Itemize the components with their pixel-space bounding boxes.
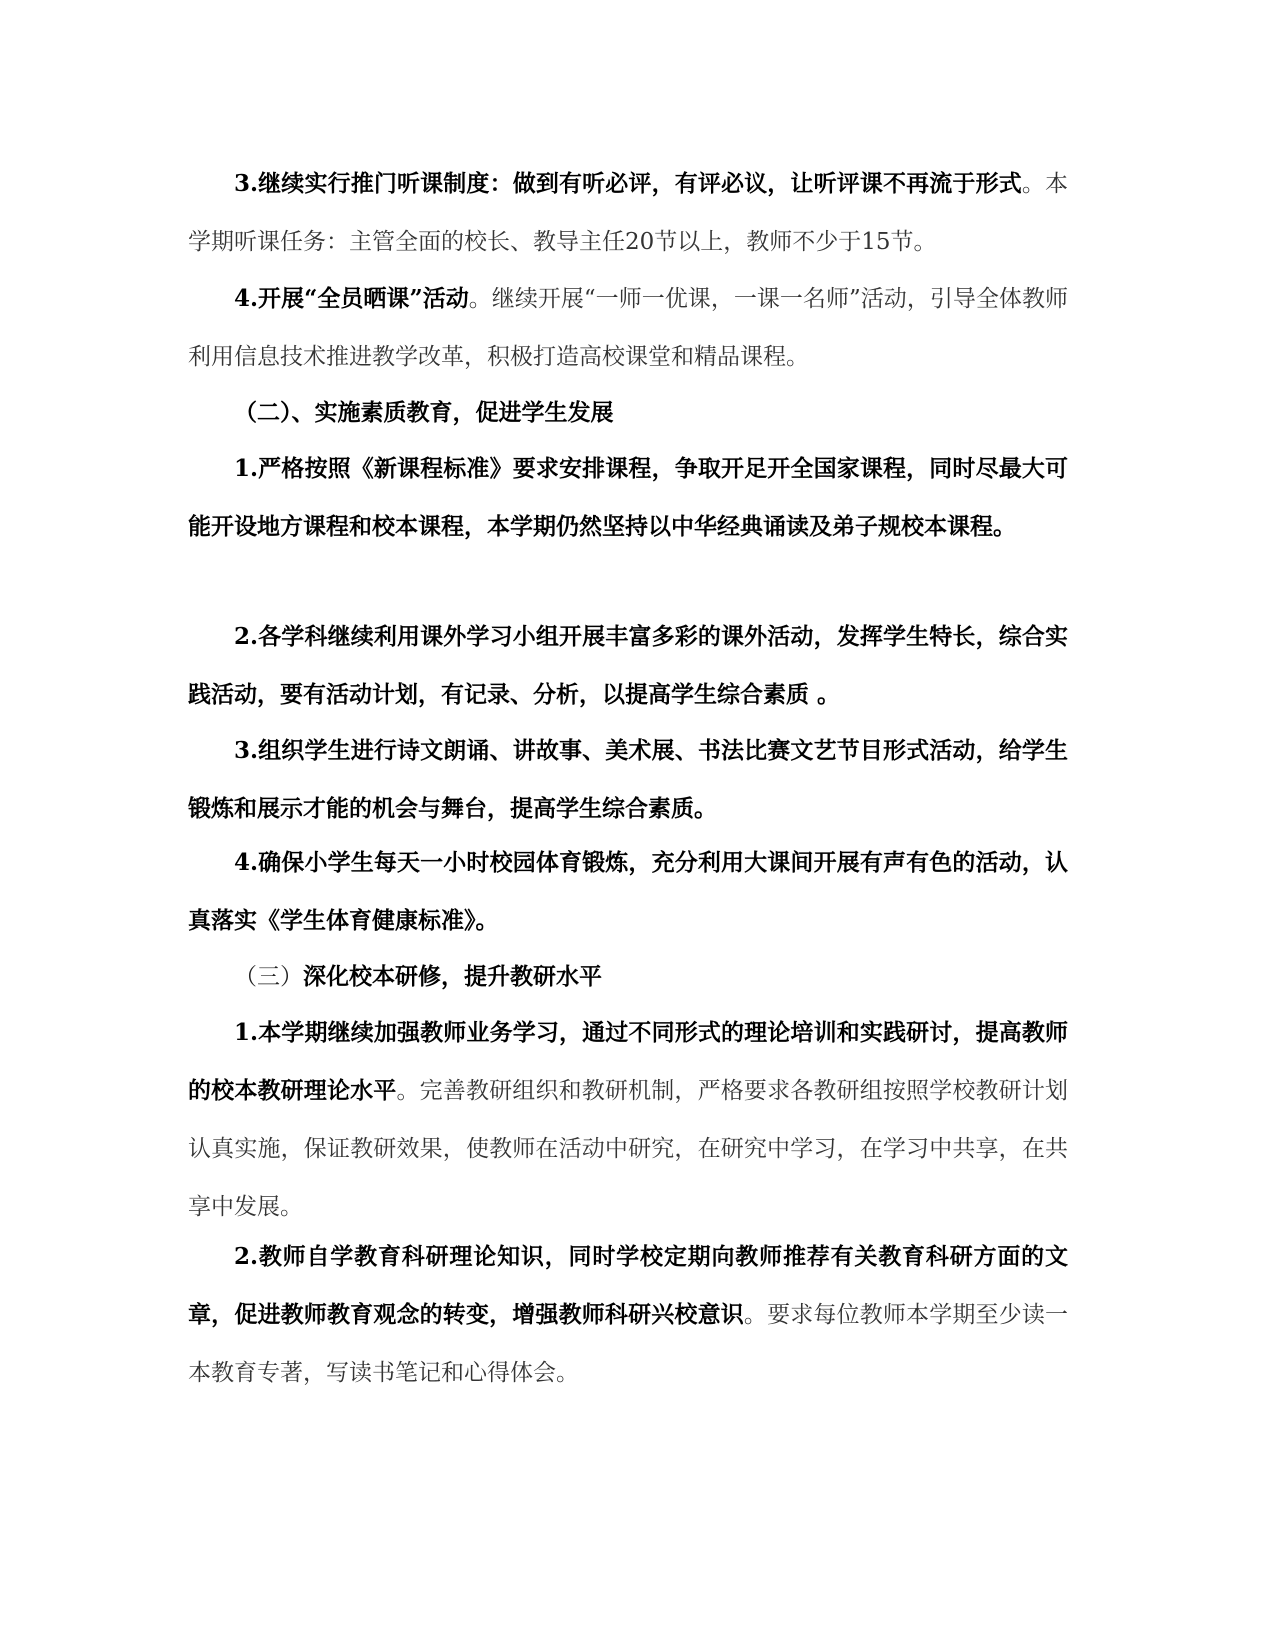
paragraph-bold-text: 4.确保小学生每天一小时校园体育锻炼，充分利用大课间开展有声有色的活动，认真落实《学生体育健康标准》。 (188, 849, 1068, 934)
section-heading-quality-education (188, 384, 1068, 442)
section-heading-number: （三） (234, 964, 303, 990)
paragraph-physical-exercise (188, 834, 1068, 950)
paragraph-bold-text: 3.继续实行推门听课制度：做到有听必评，有评必议，让听评课不再流于形式 (234, 170, 1022, 197)
section-heading-school-research (188, 948, 1068, 1006)
paragraph-listening-system (188, 155, 1068, 271)
paragraph-normal-text: 。本学期听课任务：主管全面的校长、教导主任20节以上，教师不少于15节。 (188, 171, 1069, 255)
paragraph-bold-text: 2.教师自学教育科研理论知识，同时学校定期向教师推荐有关教育科研方面的文章，促进教师教育观念的转变，增强教师科研兴校意识 (188, 1243, 1068, 1328)
paragraph-extracurricular (188, 608, 1068, 724)
paragraph-arts-activities (188, 722, 1068, 838)
paragraph-normal-text: 。完善教研组织和教研机制，严格要求各教研组按照学校教研计划认真实施，保证教研效果，使教师在活动中研究，在研究中学习，在学习中共享，在共享中发展。 (188, 1078, 1069, 1220)
paragraph-bold-text: 1.严格按照《新课程标准》要求安排课程，争取开足开全国家课程，同时尽最大可能开设地方课程和校本课程，本学期仍然坚持以中华经典诵读及弟子规校本课程。 (188, 455, 1068, 540)
paragraph-curriculum-standard (188, 440, 1068, 556)
paragraph-bold-text: 1.本学期继续加强教师业务学习，通过不同形式的理论培训和实践研讨，提高教师的校本教研理论水平 (188, 1019, 1068, 1104)
paragraph-research-theory (188, 1228, 1068, 1402)
paragraph-normal-text: 。要求每位教师本学期至少读一本教育专著，写读书笔记和心得体会。 (188, 1302, 1069, 1386)
paragraph-normal-text: 。继续开展“一师一优课，一课一名师”活动，引导全体教师利用信息技术推进教学改革，积极打造高校课堂和精品课程。 (188, 286, 1068, 370)
paragraph-bold-text: 4.开展“全员晒课”活动 (234, 285, 469, 312)
paragraph-all-staff-lessons (188, 270, 1068, 386)
paragraph-teacher-study (188, 1004, 1068, 1236)
paragraph-bold-text: 3.组织学生进行诗文朗诵、讲故事、美术展、书法比赛文艺节目形式活动，给学生锻炼和展示才能的机会与舞台，提高学生综合素质。 (188, 737, 1068, 822)
section-heading-text: 深化校本研修，提升教研水平 (303, 963, 602, 990)
section-heading-text: （二）、实施素质教育，促进学生发展 (234, 399, 614, 426)
paragraph-bold-text: 2.各学科继续利用课外学习小组开展丰富多彩的课外活动，发挥学生特长，综合实践活动，要有活动计划，有记录、分析，以提高学生综合素质 。 (188, 623, 1068, 708)
